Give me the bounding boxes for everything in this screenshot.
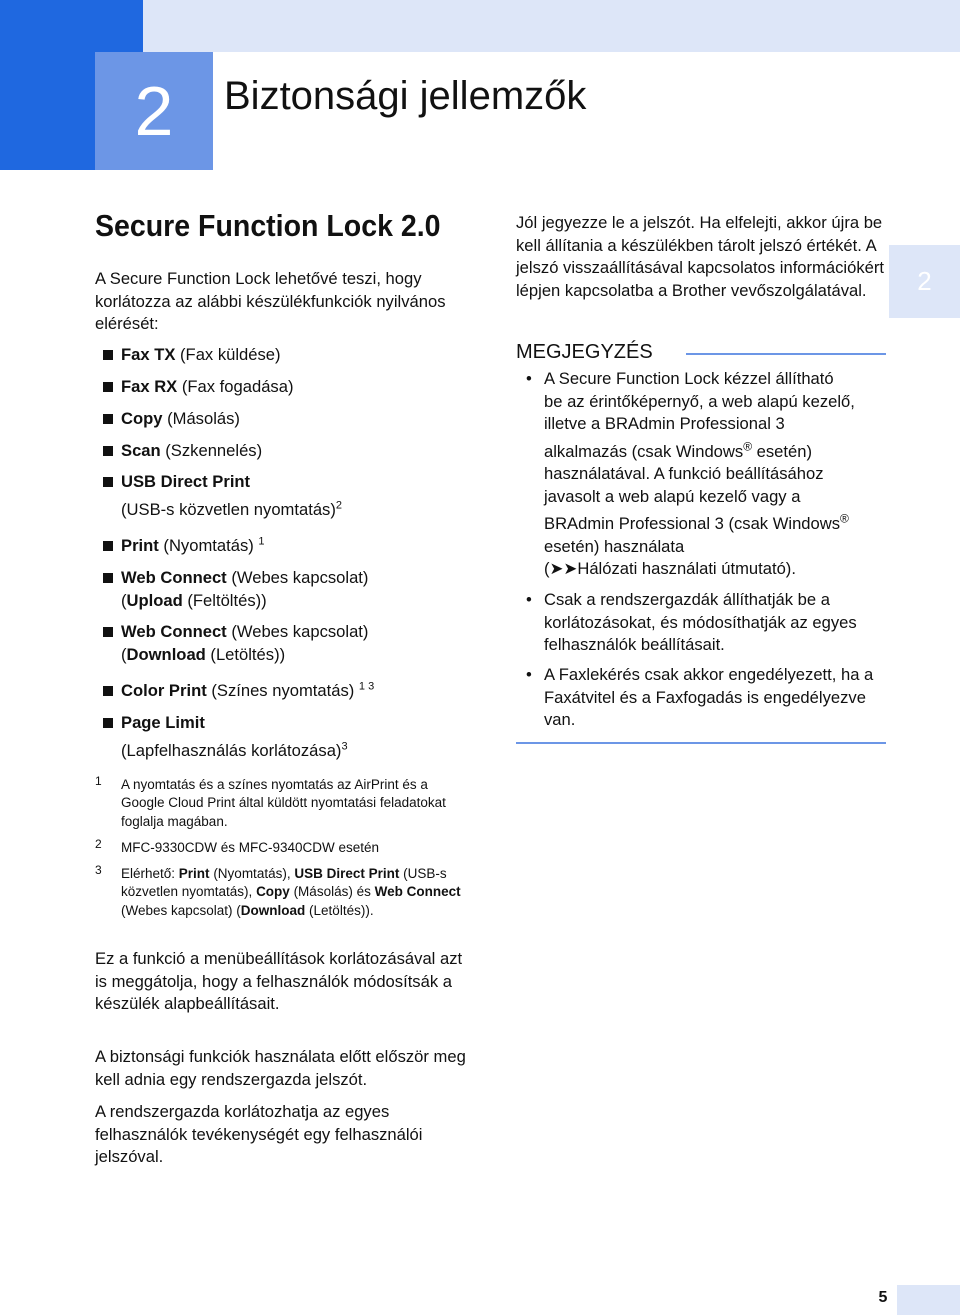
page-number: 5 <box>878 1289 888 1306</box>
bullet-square-icon <box>103 627 113 637</box>
note-divider-top <box>686 353 886 355</box>
chapter-title: Biztonsági jellemzők <box>224 74 587 118</box>
bullet-dot-icon: • <box>526 369 532 388</box>
footnote-1: 1 A nyomtatás és a színes nyomtatás az AirPrint és a Google Cloud Print által küldött nyomtatási feladatokat foglalja magában. <box>95 774 446 829</box>
list-item: Page Limit (Lapfelhasználás korlátozása)$^3$ <box>103 712 483 762</box>
list-item: Print (Nyomtatás) $^1$ <box>103 535 483 558</box>
bullet-dot-icon: • <box>526 665 532 684</box>
list-item: Web Connect (Webes kapcsolat) (Upload (Feltöltés)) <box>103 567 483 612</box>
list-item: Fax RX (Fax fogadása) <box>103 376 483 399</box>
chapter-number: 2 <box>95 52 213 170</box>
note-item: • Csak a rendszergazdák állíthatják be a korlátozásokat, és módosíthatják az egyes felhasználók beállításait. <box>526 590 857 654</box>
bullet-square-icon <box>103 446 113 456</box>
list-item: Fax TX (Fax küldése) <box>103 344 483 367</box>
note-divider-bottom <box>516 742 886 744</box>
header-bar-light <box>143 0 960 52</box>
footnote-3: 3 Elérhető: Print (Nyomtatás), USB Direct Print (USB-s közvetlen nyomtatás), Copy (Másolás) és Web Connect (Webes kapcsolat) (Download (Letöltés)). <box>95 863 461 918</box>
list-item: Copy (Másolás) <box>103 408 483 431</box>
header-left-strip <box>0 52 95 170</box>
bullet-square-icon <box>103 382 113 392</box>
bullet-square-icon <box>103 414 113 424</box>
bullet-square-icon <box>103 718 113 728</box>
header-bar-dark <box>0 0 143 52</box>
bullet-square-icon <box>103 350 113 360</box>
bullet-square-icon <box>103 573 113 583</box>
note-item: • A Faxlekérés csak akkor engedélyezett, ha a Faxátvitel és a Faxfogadás is engedélyezve van. <box>526 665 874 729</box>
list-item: Color Print (Színes nyomtatás) $^{1 3}$ <box>103 680 483 703</box>
bullet-square-icon <box>103 686 113 696</box>
paragraph-menu-restriction: Ez a funkció a menübeállítások korlátozásával azt is meggátolja, hogy a felhasználók módosítsák a készülék alapbeállításait. <box>95 949 463 1013</box>
chapter-side-tab: 2 <box>889 245 960 318</box>
note-item: • A Secure Function Lock kézzel állítható be az érintőképernyő, a web alapú kezelő, illetve a BRAdmin Professional 3 alkalmazás (csak Windows® esetén) használatával. A funkció beállításához javasolt a web alapú kezelő vagy a BRAdmin Professional 3 (csak Windows® esetén) használata (➤➤Hálózati használati útmutató). <box>526 369 855 578</box>
bullet-square-icon <box>103 541 113 551</box>
bullet-dot-icon: • <box>526 590 532 609</box>
intro-paragraph: A Secure Function Lock lehetővé teszi, hogy korlátozza az alábbi készülékfunkciók nyilvános elérését: <box>95 269 446 333</box>
note-title: MEGJEGYZÉS <box>516 341 653 363</box>
footnote-2: 2 MFC-9330CDW és MFC-9340CDW esetén <box>95 837 380 855</box>
paragraph-admin-password: A biztonsági funkciók használata előtt először meg kell adnia egy rendszergazda jelszót. <box>95 1047 466 1089</box>
section-title: Secure Function Lock 2.0 <box>95 208 441 243</box>
list-item: USB Direct Print (USB-s közvetlen nyomtatás)$^2$ <box>103 471 483 521</box>
list-item: Scan (Szkennelés) <box>103 440 483 463</box>
bullet-square-icon <box>103 477 113 487</box>
list-item: Web Connect (Webes kapcsolat) (Download (Letöltés)) <box>103 621 483 666</box>
page-number-tab <box>897 1285 960 1315</box>
paragraph-user-password: A rendszergazda korlátozhatja az egyes felhasználók tevékenységét egy felhasználói jelszóval. <box>95 1102 423 1166</box>
password-note-paragraph: Jól jegyezze le a jelszót. Ha elfelejti, akkor újra be kell állítania a készülékben tárolt jelszó értékét. A jelszó visszaállításával kapcsolatos információkért lépjen kapcsolatba a Brother vevőszolgálatával. <box>516 213 884 300</box>
